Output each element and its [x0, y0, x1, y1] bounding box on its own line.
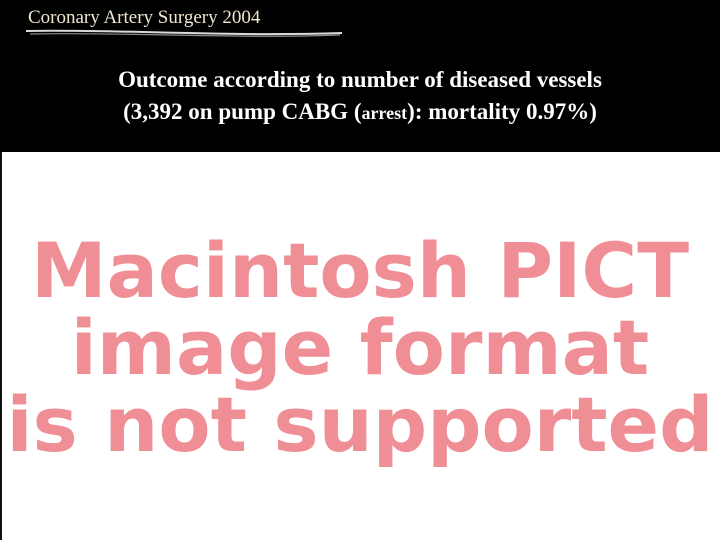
slide-heading-line2-start: (3,392 on pump CABG ( — [123, 99, 362, 124]
title-underline-swoosh — [24, 27, 344, 39]
placeholder-line1: Macintosh PICT — [30, 226, 690, 315]
slide-heading-line2-end: ): mortality 0.97%) — [407, 99, 597, 124]
unsupported-image-placeholder — [0, 226, 720, 469]
slide-heading-line1: Outcome according to number of diseased vessels — [118, 67, 602, 92]
slide-heading-arrest-word: arrest — [361, 103, 408, 123]
placeholder-line2: image format — [70, 303, 650, 392]
placeholder-line3: is not supported — [6, 380, 714, 469]
deck-title: Coronary Artery Surgery 2004 — [28, 7, 261, 28]
slide-heading-line2 — [0, 96, 720, 129]
slide-heading — [0, 64, 720, 129]
